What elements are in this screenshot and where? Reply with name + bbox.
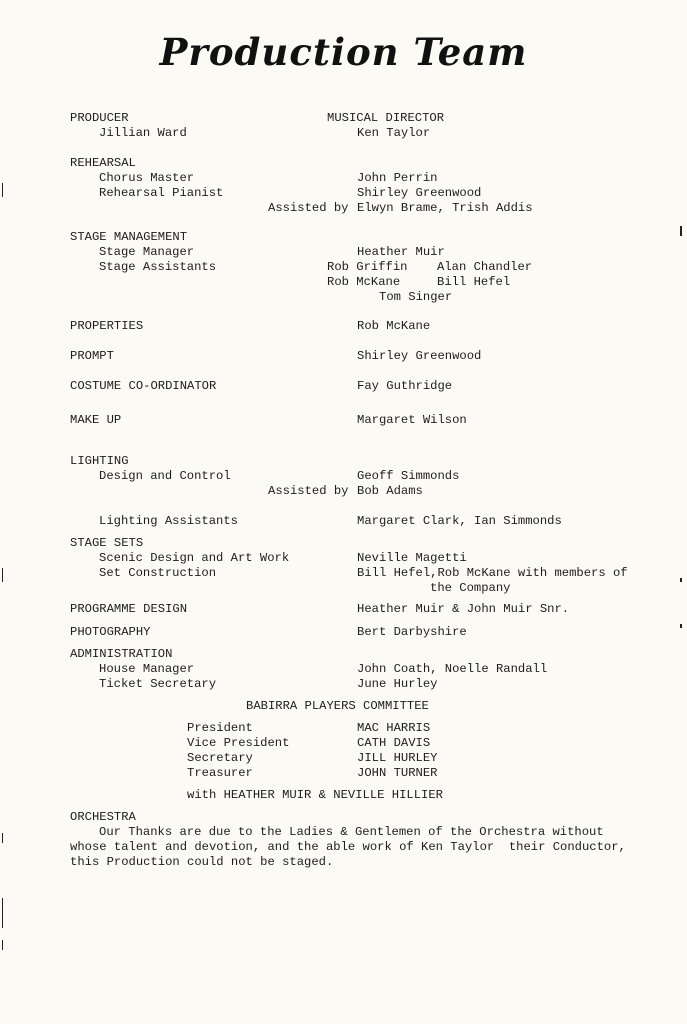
rehearsal-assisted-names: Elwyn Brame, Trish Addis bbox=[357, 201, 533, 215]
makeup-name: Margaret Wilson bbox=[357, 413, 467, 427]
committee-name: JOHN TURNER bbox=[357, 766, 438, 780]
programme-name: Heather Muir & John Muir Snr. bbox=[357, 602, 570, 616]
stage-assistant: Rob McKane bbox=[327, 275, 401, 289]
committee-name: JILL HURLEY bbox=[357, 751, 438, 765]
stage-manager-role: Stage Manager bbox=[99, 245, 195, 259]
committee-role: Secretary bbox=[187, 751, 253, 765]
committee-name: CATH DAVIS bbox=[357, 736, 431, 750]
scan-mark bbox=[2, 898, 3, 928]
orchestra-text-line: this Production could not be staged. bbox=[70, 855, 334, 869]
lighting-design-role: Design and Control bbox=[99, 469, 231, 483]
scenic-design-role: Scenic Design and Art Work bbox=[99, 551, 290, 565]
properties-heading: PROPERTIES bbox=[70, 319, 144, 333]
house-manager-role: House Manager bbox=[99, 662, 195, 676]
set-construction-names-cont: the Company bbox=[430, 581, 511, 595]
lighting-heading: LIGHTING bbox=[70, 454, 129, 468]
committee-role: President bbox=[187, 721, 253, 735]
producer-heading: PRODUCER bbox=[70, 111, 129, 125]
makeup-heading: MAKE UP bbox=[70, 413, 122, 427]
scenic-design-name: Neville Magetti bbox=[357, 551, 467, 565]
rehearsal-pianist-role: Rehearsal Pianist bbox=[99, 186, 224, 200]
scan-mark bbox=[2, 833, 3, 843]
photography-heading: PHOTOGRAPHY bbox=[70, 625, 151, 639]
administration-heading: ADMINISTRATION bbox=[70, 647, 173, 661]
rehearsal-pianist-name: Shirley Greenwood bbox=[357, 186, 482, 200]
prompt-heading: PROMPT bbox=[70, 349, 114, 363]
programme-heading: PROGRAMME DESIGN bbox=[70, 602, 188, 616]
orchestra-text-line: Our Thanks are due to the Ladies & Gentlemen of the Orchestra without bbox=[99, 825, 604, 839]
scan-mark bbox=[680, 226, 682, 236]
stage-assistant: Tom Singer bbox=[379, 290, 453, 304]
stage-assistant: Alan Chandler bbox=[437, 260, 533, 274]
orchestra-text-line: whose talent and devotion, and the able work of Ken Taylor their Conductor, bbox=[70, 840, 626, 854]
committee-heading: BABIRRA PLAYERS COMMITTEE bbox=[246, 699, 429, 713]
scan-mark bbox=[2, 568, 3, 582]
house-manager-names: John Coath, Noelle Randall bbox=[357, 662, 548, 676]
committee-name: MAC HARRIS bbox=[357, 721, 431, 735]
page-title: Production Team bbox=[159, 30, 528, 74]
costume-name: Fay Guthridge bbox=[357, 379, 453, 393]
stage-manager-name: Heather Muir bbox=[357, 245, 445, 259]
committee-role: Vice President bbox=[187, 736, 290, 750]
producer-name: Jillian Ward bbox=[99, 126, 187, 140]
committee-with-line: with HEATHER MUIR & NEVILLE HILLIER bbox=[187, 788, 443, 802]
set-construction-names: Bill Hefel,Rob McKane with members of bbox=[357, 566, 628, 580]
lighting-assisted-label: Assisted by bbox=[268, 484, 349, 498]
scan-mark bbox=[2, 183, 3, 197]
ticket-secretary-name: June Hurley bbox=[357, 677, 438, 691]
stage-assistant: Rob Griffin bbox=[327, 260, 408, 274]
lighting-assistants-names: Margaret Clark, Ian Simmonds bbox=[357, 514, 562, 528]
stage-assistant: Bill Hefel bbox=[437, 275, 511, 289]
lighting-assisted-name: Bob Adams bbox=[357, 484, 423, 498]
scan-mark bbox=[2, 940, 3, 950]
chorus-master-role: Chorus Master bbox=[99, 171, 195, 185]
committee-role: Treasurer bbox=[187, 766, 253, 780]
properties-name: Rob McKane bbox=[357, 319, 431, 333]
stage-assistants-role: Stage Assistants bbox=[99, 260, 217, 274]
rehearsal-assisted-label: Assisted by bbox=[268, 201, 349, 215]
prompt-name: Shirley Greenwood bbox=[357, 349, 482, 363]
photography-name: Bert Darbyshire bbox=[357, 625, 467, 639]
ticket-secretary-role: Ticket Secretary bbox=[99, 677, 217, 691]
stage-sets-heading: STAGE SETS bbox=[70, 536, 144, 550]
orchestra-heading: ORCHESTRA bbox=[70, 810, 136, 824]
scan-mark bbox=[680, 578, 682, 582]
stage-management-heading: STAGE MANAGEMENT bbox=[70, 230, 188, 244]
scan-mark bbox=[680, 624, 682, 628]
musical-director-name: Ken Taylor bbox=[357, 126, 431, 140]
chorus-master-name: John Perrin bbox=[357, 171, 438, 185]
lighting-assistants-role: Lighting Assistants bbox=[99, 514, 238, 528]
rehearsal-heading: REHEARSAL bbox=[70, 156, 136, 170]
set-construction-role: Set Construction bbox=[99, 566, 217, 580]
lighting-design-name: Geoff Simmonds bbox=[357, 469, 460, 483]
musical-director-heading: MUSICAL DIRECTOR bbox=[327, 111, 445, 125]
costume-heading: COSTUME CO-ORDINATOR bbox=[70, 379, 217, 393]
